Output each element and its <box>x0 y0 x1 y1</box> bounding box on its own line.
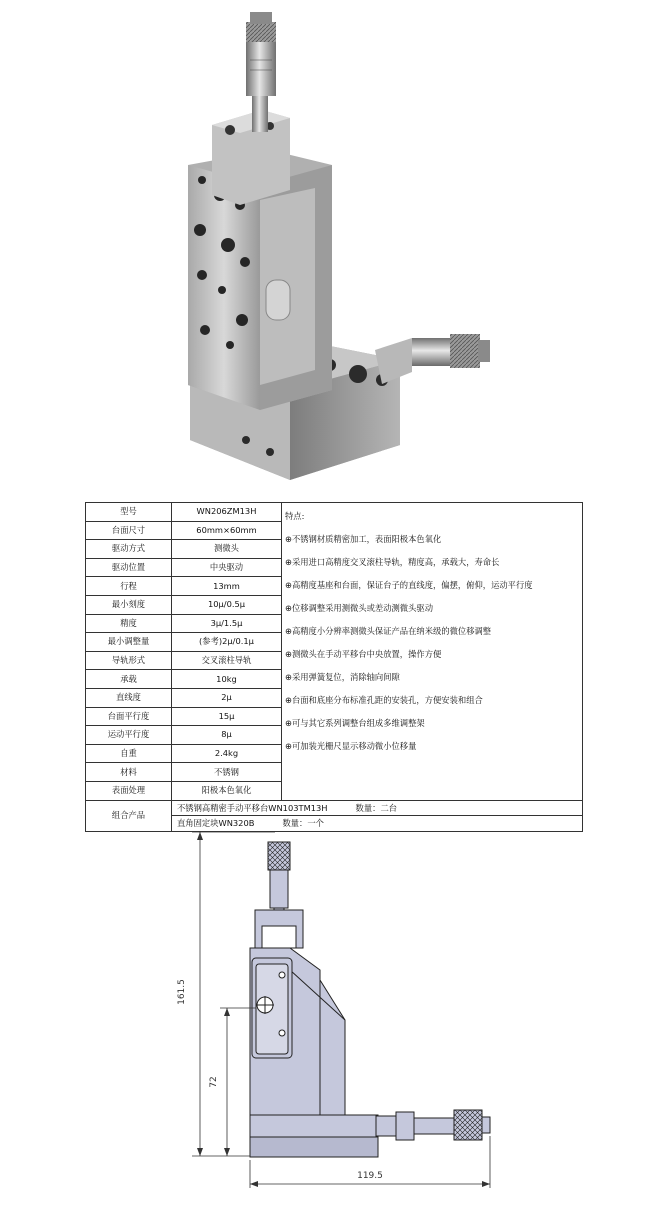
spec-label: 运动平行度 <box>86 726 172 745</box>
spec-label: 精度 <box>86 614 172 633</box>
spec-value: 60mm×60mm <box>172 521 282 540</box>
spec-label: 承载 <box>86 670 172 689</box>
features-title: 特点: <box>285 511 305 521</box>
spec-label: 行程 <box>86 577 172 596</box>
dimension-center-label: 72 <box>209 1076 219 1088</box>
spec-value: 测微头 <box>172 540 282 559</box>
feature-item: ⊕高精度基座和台面，保证台子的直线度，偏摆，俯仰，运动平行度 <box>285 580 533 590</box>
spec-value: 交叉滚柱导轨 <box>172 651 282 670</box>
feature-item: ⊕位移调整采用测微头或差动测微头驱动 <box>285 603 434 613</box>
product-photo <box>150 0 530 492</box>
bundle-item-name: 直角固定块WN320B <box>177 818 255 829</box>
dimension-width-label: 119.5 <box>357 1171 383 1181</box>
feature-item: ⊕不锈钢材质精密加工，表面阳极本色氧化 <box>285 534 442 544</box>
spec-label: 驱动方式 <box>86 540 172 559</box>
spec-row <box>86 503 583 522</box>
spec-value: 8μ <box>172 726 282 745</box>
feature-item: ⊕采用进口高精度交叉滚柱导轨，精度高，承载大，寿命长 <box>285 557 500 567</box>
dimension-drawing <box>170 820 500 1198</box>
spec-label: 最小调整量 <box>86 633 172 652</box>
bundle-item-name: 不锈钢高精密手动平移台WN103TM13H <box>177 802 328 813</box>
bundle-item-qty: 数量：一个 <box>282 818 324 829</box>
spec-value: 13mm <box>172 577 282 596</box>
spec-value: 10μ/0.5μ <box>172 595 282 614</box>
dimension-height-label: 161.5 <box>177 979 187 1005</box>
spec-label: 直线度 <box>86 688 172 707</box>
spec-value: 10kg <box>172 670 282 689</box>
spec-value: 3μ/1.5μ <box>172 614 282 633</box>
feature-item: ⊕台面和底座分布标准孔距的安装孔，方便安装和组合 <box>285 695 483 705</box>
drawing-body <box>250 842 490 1157</box>
bundle-item-qty: 数量：二台 <box>355 802 398 813</box>
spec-label: 型号 <box>86 503 172 522</box>
spec-value: 2μ <box>172 688 282 707</box>
feature-item: ⊕可与其它系列调整台组成多维调整架 <box>285 718 425 728</box>
bundle-label: 组合产品 <box>86 800 172 831</box>
spec-label: 台面平行度 <box>86 707 172 726</box>
spec-label: 表面处理 <box>86 781 172 800</box>
bundle-row <box>86 800 583 816</box>
feature-item: ⊕高精度小分辨率测微头保证产品在纳米级的微位移调整 <box>285 626 492 636</box>
spec-label: 台面尺寸 <box>86 521 172 540</box>
spec-value: (参考)2μ/0.1μ <box>172 633 282 652</box>
spec-value: 不锈钢 <box>172 763 282 782</box>
spec-table <box>85 502 583 832</box>
spec-label: 最小刻度 <box>86 595 172 614</box>
spec-value: 2.4kg <box>172 744 282 763</box>
spec-value: WN206ZM13H <box>172 503 282 522</box>
feature-item: ⊕可加装光栅尺显示移动微小位移量 <box>285 741 417 751</box>
spec-label: 驱动位置 <box>86 558 172 577</box>
feature-item: ⊕测微头在手动平移台中央放置，操作方便 <box>285 649 442 659</box>
features-cell <box>282 503 583 801</box>
spec-label: 材料 <box>86 763 172 782</box>
bundle-item <box>172 800 583 816</box>
spec-label: 自重 <box>86 744 172 763</box>
spec-value: 阳极本色氧化 <box>172 781 282 800</box>
spec-value: 中央驱动 <box>172 558 282 577</box>
stage-illustration <box>188 12 490 480</box>
spec-label: 导轨形式 <box>86 651 172 670</box>
feature-item: ⊕采用弹簧复位，消除轴向间隙 <box>285 672 400 682</box>
spec-value: 15μ <box>172 707 282 726</box>
